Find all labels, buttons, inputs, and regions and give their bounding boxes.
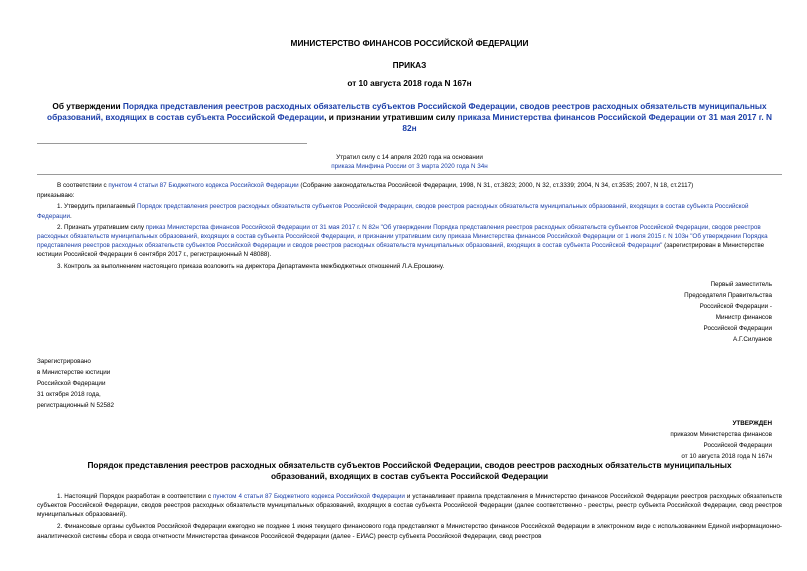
procedure-p1-link[interactable]: пунктом 4 статьи 87 Бюджетного кодекса Российской Федерации [212,492,405,500]
preamble-text-start: В соответствии с [57,182,109,189]
doc-date: от 10 августа 2018 года N 167н [347,78,472,88]
title-prefix: Об утверждении [52,101,123,111]
item-2-text: 2. Признать утратившим силу [57,223,146,231]
item-1 [37,202,782,220]
procedure-title: Порядок представления реестров расходных обязательств субъектов Российской Федерации, сводов реестров расходных обязательств муниципальных образований, входящих в состав субъекта Российской Федерации [87,459,732,481]
status-note-link[interactable]: приказа Минфина России от 3 марта 2020 года N 34н [331,163,488,170]
preamble [37,181,782,190]
status-note [37,153,782,171]
item-1-end: . [69,212,72,220]
approval-block [37,418,772,462]
registration-line: 31 октября 2018 года, [37,390,101,398]
preamble-link-budget-code[interactable]: пунктом 4 статьи 87 Бюджетного кодекса Российской Федерации [108,182,299,189]
signature-line: А.Г.Силуанов [733,335,772,343]
approval-label: УТВЕРЖДЕН [732,419,772,427]
registration-line: в Министерстве юстиции [37,368,111,376]
title-mid: , и признании утратившим силу [324,112,458,122]
signature-line: Председателя Правительства [684,291,772,299]
item-2-link[interactable]: приказ Министерства финансов Российской Федерации от 31 мая 2017 г. N 82н "Об утверждении Порядка представления реестров расходных обязательств субъектов Российской Федерации, сводов реестров расходных обязательств муниципальных образований, входящих в состав субъекта Российской Федерации, и признании утратившим силу приказа Министерства финансов Российской Федерации от 1 июля 2015 г. N 103н "Об утверждении Порядка представления реестров расходных обязательств субъектов Российской Федерации и сводов реестров расходных обязательств муниципальных образований, входящих в состав субъекта Российской Федерации" [37,223,768,250]
signature-line: Российской Федерации [703,324,772,332]
registration-line: регистрационный N 52582 [37,401,115,409]
title-link-order-82n[interactable]: приказа Министерства финансов Российской Федерации от 31 мая 2017 г. N 82н [402,112,772,133]
doc-type: ПРИКАЗ [392,60,427,70]
signature-line: Министр финансов [715,313,772,321]
approval-line: приказом Министерства финансов [670,430,772,438]
item-3: 3. Контроль за выполнением настоящего приказа возложить на директора Департамента межбюджетных отношений Л.А.Ерошкину. [57,262,445,270]
signature-line: Российской Федерации - [699,302,772,310]
status-note-text: Утратил силу с 14 апреля 2020 года на основании [336,154,483,161]
orders-word: приказываю: [37,192,75,200]
approval-line: Российской Федерации [703,441,772,449]
procedure-p1-text: 1. Настоящий Порядок разработан в соответствии с [57,492,213,500]
item-1-text: 1. Утвердить прилагаемый [57,203,138,211]
procedure-paragraph-2: 2. Финансовые органы субъектов Российской Федерации ежегодно не позднее 1 июня текущего финансового года представляют в Министерство финансов Российской Федерации в электронном виде с использованием Единой информационно-аналитической системы сбора и свода отчетности Министерства финансов Российской Федерации (далее - ЕИАС) реестр субъекта Российской Федерации, свод реестров [37,523,782,540]
signature-line: Первый заместитель [710,280,772,288]
procedure-paragraph-1 [37,492,782,520]
registration-block [37,356,782,411]
title-link-procedure[interactable]: Порядка представления реестров расходных обязательств субъектов Российской Федерации, сводов реестров расходных обязательств муниципальных образований, входящих в состав субъекта Российской Федерации [47,101,767,122]
procedure-p1-end: и устанавливает правила представления в Министерство финансов Российской Федерации реестров расходных обязательств субъектов Российской Федерации, сводов реестров расходных обязательств муниципальных образований, входящих в состав субъекта Российской Федерации (далее соответственно - реестры, реестр субъекта Российской Федерации, свод реестров муниципальных образований). [37,492,783,519]
item-1-link[interactable]: Порядок представления реестров расходных обязательств субъектов Российской Федерации, сводов реестров расходных обязательств муниципальных образований, входящих в состав субъекта Российской Федерации [37,203,749,220]
ministry-name: МИНИСТЕРСТВО ФИНАНСОВ РОССИЙСКОЙ ФЕДЕРАЦИИ [290,38,529,48]
item-2-end: (зарегистрирован в Министерстве юстиции Российской Федерации 6 сентября 2017 г., регистрационный N 48088). [37,242,765,259]
registration-line: Зарегистрировано [37,357,91,365]
doc-title [47,101,772,134]
registration-line: Российской Федерации [37,379,106,387]
item-2 [37,223,782,260]
signature-block [37,279,772,345]
preamble-text-end: (Собрание законодательства Российской Федерации, 1998, N 31, ст.3823; 2000, N 32, ст.3339; 2004, N 34, ст.3535; 2007, N 18, ст.2117) [298,182,694,189]
approval-line: от 10 августа 2018 года N 167н [681,452,772,460]
